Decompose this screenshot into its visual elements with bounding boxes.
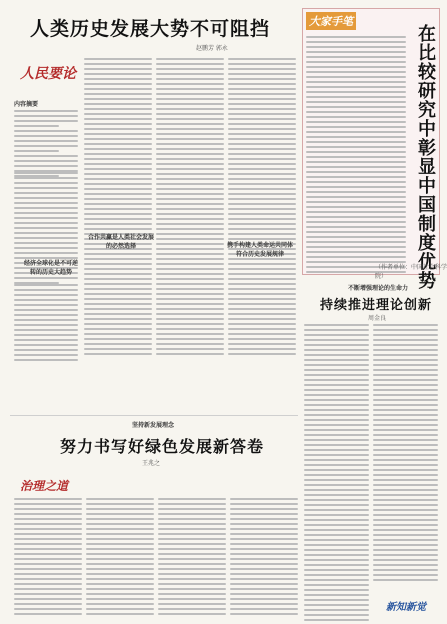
right-bottom-kicker: 不断增强理论的生命力 [348,285,409,292]
bottom-article-byline: 王兆之 [142,460,161,467]
right-article-body [306,36,406,276]
bottom-article-title: 努力书写好绿色发展新答卷 [60,437,265,456]
bottom-article-kicker: 坚持新发展理念 [132,422,175,429]
main-article-body-bottom [84,258,296,358]
bottom-article-body [14,498,298,618]
column-logo-governance: 治理之道 [20,479,69,493]
right-bottom-title: 持续推进理论创新 [320,298,433,313]
column-logo-people-discuss: 人民要论 [20,66,76,82]
subhead-2: 合作共赢是人类社会发展的必然选择 [88,234,155,250]
right-bottom-byline: 周金良 [368,315,387,322]
right-bottom-body [304,324,438,624]
main-article-body-top [84,58,296,258]
section-divider [10,415,298,416]
column-logo-new-knowledge: 新知新觉 [386,602,426,613]
subhead-1: 经济全球化是不可逆转的历史大趋势 [24,260,79,276]
subhead-3: 携手构建人类命运共同体符合历史发展规律 [226,242,293,258]
main-article-title: 人类历史发展大势不可阻挡 [30,18,271,40]
main-article-byline: 赵鹏芳 郭永 [196,45,228,52]
right-article-title: 在比较研究中彰显中国制度优势 [415,24,436,290]
column-logo-masters: 大家手笔 [306,12,356,30]
left-body-text-2 [14,284,78,364]
right-article-footer: （作者单位：中国社会科学院） [375,264,447,280]
summary-label: 内容摘要 [14,101,39,108]
summary-text [14,110,78,180]
